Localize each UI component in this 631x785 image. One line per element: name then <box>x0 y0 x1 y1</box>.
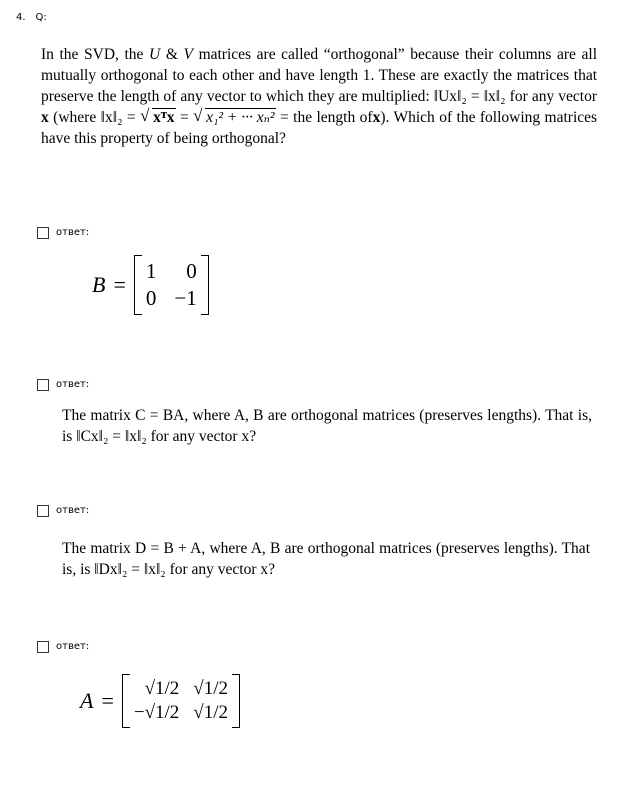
option-4-checkbox[interactable] <box>37 641 49 653</box>
option-2-text: The matrix C = BA, where A, B are orthogonal matrices (preserves lengths). That is, is ‖Cx‖₂ = ‖x‖₂ for any vector x? <box>62 407 592 445</box>
stem-vector-x: x <box>41 109 49 126</box>
question-header <box>16 12 57 23</box>
option-1 <box>37 222 89 241</box>
option-3 <box>37 500 89 519</box>
option-4-label: ответ: <box>56 641 90 652</box>
left-bracket <box>134 255 142 315</box>
stem-text-4: (where <box>53 109 97 126</box>
matrix-cell: −√1/2 <box>133 702 180 723</box>
matrix-B-name: B <box>92 272 106 297</box>
question-number: 4. <box>16 12 26 23</box>
option-2 <box>37 374 89 393</box>
matrix-cell: √1/2 <box>193 702 229 723</box>
option-2-checkbox[interactable] <box>37 379 49 391</box>
matrix-B-brackets <box>134 255 209 315</box>
stem-vector-x-2: x <box>372 109 381 126</box>
stem-sqrt-1-radicand: xᵀx <box>153 109 175 126</box>
matrix-cell: 0 <box>145 286 157 310</box>
option-1-label: ответ: <box>56 227 90 238</box>
stem-U: U <box>149 46 161 63</box>
matrix-A-equals: = <box>101 688 114 713</box>
stem-text-6: ). Which of the following matrices have this property of being orthogonal? <box>41 109 598 147</box>
stem-sqrt-2 <box>193 107 275 128</box>
matrix-A-name: A <box>80 688 94 713</box>
right-bracket <box>232 674 240 728</box>
question-label: Q: <box>35 12 47 23</box>
matrix-cell: 0 <box>186 259 197 283</box>
stem-text-3: for any vector <box>509 88 598 105</box>
stem-equals: = <box>179 109 189 126</box>
option-3-text: The matrix D = B + A, where A, B are orthogonal matrices (preserves lengths). That is, is ‖Dx‖₂ = ‖x‖₂ for any vector x? <box>62 540 590 578</box>
stem-text: In the SVD, the <box>41 46 144 63</box>
matrix-cell: √1/2 <box>193 678 229 699</box>
left-bracket <box>122 674 130 728</box>
stem-text-5: = the length of <box>280 109 373 126</box>
question-stem <box>41 44 597 149</box>
matrix-A-brackets <box>122 674 240 728</box>
stem-text-2: matrices are called “orthogonal” because their columns are all mutually orthogonal to each other and have length 1. These are exactly the matrices that preserve the length of any vector to which they are multiplied: <box>41 46 598 105</box>
matrix-A-grid <box>130 674 232 728</box>
stem-formula-1: ‖Ux‖₂ = ‖x‖₂ <box>433 88 506 105</box>
stem-sqrt-2-radicand: x₁² + ··· xₙ² <box>206 109 275 126</box>
stem-formula-2: ‖x‖₂ = <box>100 109 136 126</box>
matrix-B-grid <box>142 255 201 315</box>
option-3-label: ответ: <box>56 505 90 516</box>
matrix-cell: −1 <box>174 286 197 310</box>
matrix-B-equals: = <box>113 272 126 297</box>
stem-sqrt-1 <box>140 107 175 128</box>
right-bracket <box>201 255 209 315</box>
matrix-cell: 1 <box>145 259 157 283</box>
option-2-label: ответ: <box>56 379 90 390</box>
option-3-checkbox[interactable] <box>37 505 49 517</box>
option-4 <box>37 636 89 655</box>
option-4-matrix <box>80 674 240 728</box>
stem-V: V <box>183 46 193 63</box>
option-1-checkbox[interactable] <box>37 227 49 239</box>
stem-amp: & <box>165 46 178 63</box>
option-1-matrix <box>92 255 209 315</box>
matrix-cell: √1/2 <box>144 678 180 699</box>
